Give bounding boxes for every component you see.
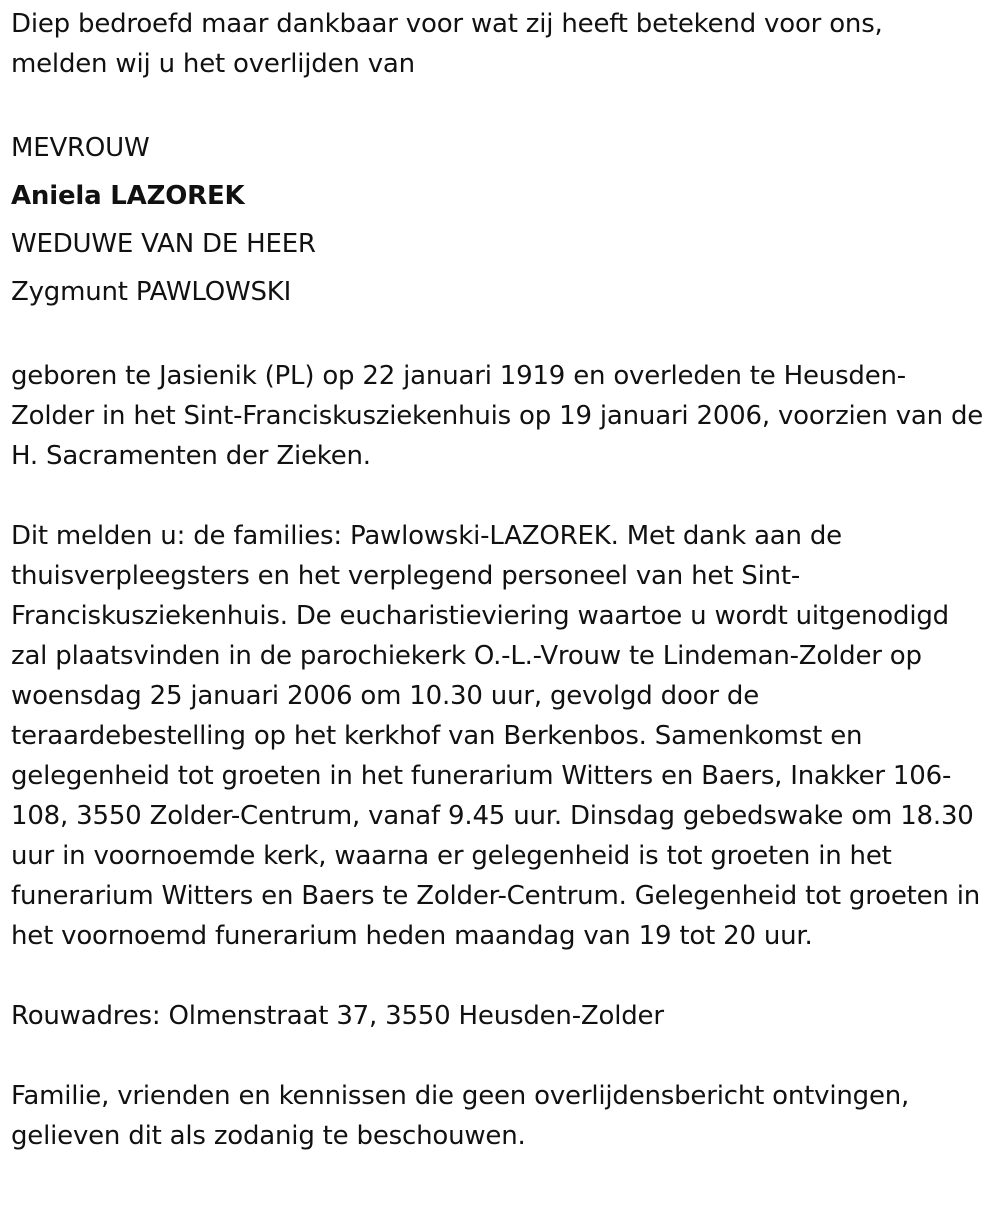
deceased-name: Aniela LAZOREK — [11, 181, 245, 211]
spacer — [11, 316, 984, 356]
spacer — [11, 1036, 984, 1076]
spacer — [11, 476, 984, 516]
deceased-block — [11, 124, 984, 316]
closing-paragraph: Familie, vrienden en kennissen die geen overlijdensbericht ontvingen, gelieven dit als zodanig te beschouwen. — [11, 1081, 910, 1151]
spacer — [11, 84, 984, 124]
birth-death-paragraph: geboren te Jasienik (PL) op 22 januari 1919 en overleden te Heusden-Zolder in het Sint-Franciskusziekenhuis op 19 januari 2006, voorzien van de H. Sacramenten der Zieken. — [11, 361, 984, 471]
widow-status: WEDUWE VAN DE HEER — [11, 229, 316, 259]
honorific-prefix: MEVROUW — [11, 133, 150, 163]
intro-paragraph: Diep bedroefd maar dankbaar voor wat zij heeft betekend voor ons, melden wij u het overlijden van — [11, 9, 883, 79]
spacer — [11, 956, 984, 996]
announcement-paragraph: Dit melden u: de families: Pawlowski-LAZOREK. Met dank aan de thuisverpleegsters en het verplegend personeel van het Sint-Franciskusziekenhuis. De eucharistieviering waartoe u wordt uitgenodigd zal plaatsvinden in de parochiekerk O.-L.-Vrouw te Lindeman-Zolder op woensdag 25 januari 2006 om 10.30 uur, gevolgd door de teraardebestelling op het kerkhof van Berkenbos. Samenkomst en gelegenheid tot groeten in het funerarium Witters en Baers, Inakker 106-108, 3550 Zolder-Centrum, vanaf 9.45 uur. Dinsdag gebedswake om 18.30 uur in voornoemde kerk, waarna er gelegenheid is tot groeten in het funerarium Witters en Baers te Zolder-Centrum. Gelegenheid tot groeten in het voornoemd funerarium heden maandag van 19 tot 20 uur. — [11, 521, 981, 951]
mourning-address: Rouwadres: Olmenstraat 37, 3550 Heusden-Zolder — [11, 1001, 664, 1031]
spouse-name: Zygmunt PAWLOWSKI — [11, 277, 292, 307]
